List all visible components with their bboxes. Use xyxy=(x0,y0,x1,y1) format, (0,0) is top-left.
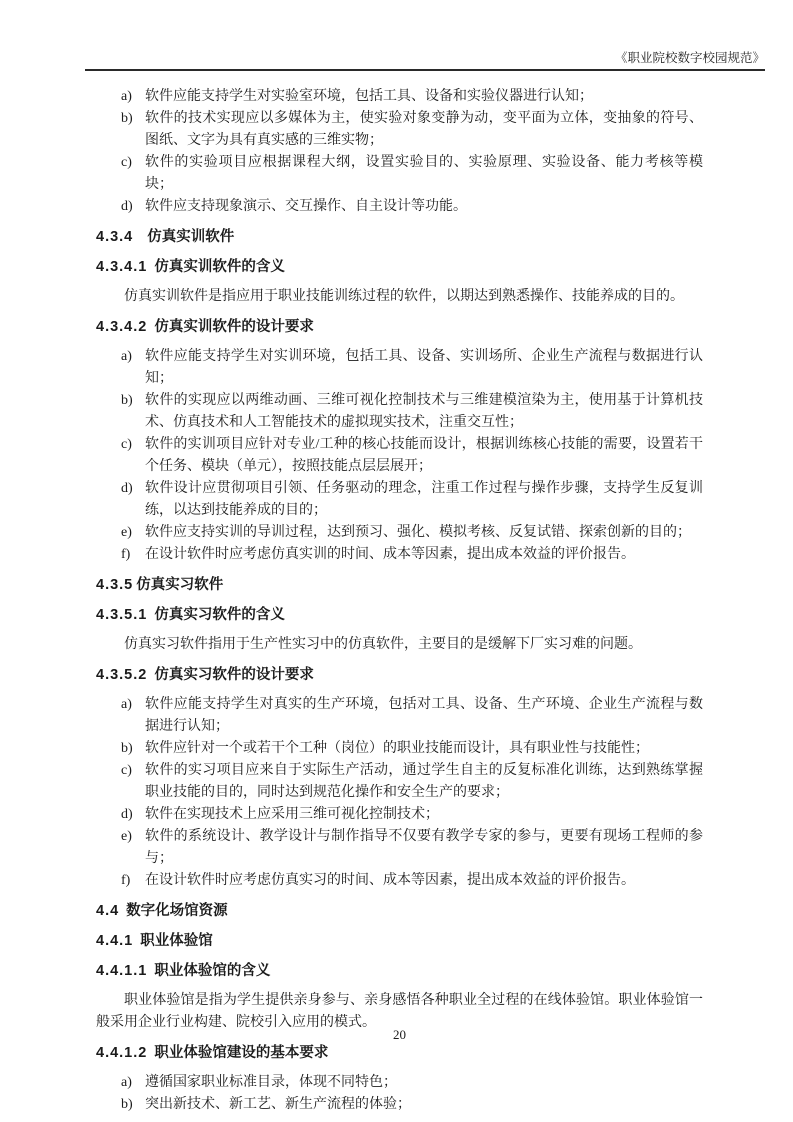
list-lab-software-requirements xyxy=(96,86,703,218)
list-item xyxy=(96,870,703,892)
list-marker: d) xyxy=(121,199,133,214)
list-item xyxy=(96,1072,703,1094)
list-marker: d) xyxy=(121,807,133,822)
list-item xyxy=(96,694,703,738)
list-item-text: 软件的技术实现应以多媒体为主，使实验对象变静为动，变平面为立体，变抽象的符号、图纸、文字为具有真实感的三维实物； xyxy=(145,111,703,148)
list-item-text: 软件的实验项目应根据课程大纲，设置实验目的、实验原理、实验设备、能力考核等模块； xyxy=(145,155,703,192)
heading-title: 仿真实训软件 xyxy=(147,229,235,245)
paragraph-4-3-4-1: 仿真实训软件是指应用于职业技能训练过程的软件，以期达到熟悉操作、技能养成的目的。 xyxy=(124,289,684,304)
list-internship-software-requirements xyxy=(96,694,703,892)
list-item-text: 软件应能支持学生对实训环境，包括工具、设备、实训场所、企业生产流程与数据进行认知； xyxy=(145,349,703,386)
list-marker: c) xyxy=(121,437,132,452)
heading-title: 职业体验馆建设的基本要求 xyxy=(154,1045,329,1061)
list-item-text: 软件应能支持学生对实验室环境，包括工具、设备和实验仪器进行认知； xyxy=(145,89,593,104)
list-item-text: 软件应能支持学生对真实的生产环境，包括对工具、设备、生产环境、企业生产流程与数据进行认知； xyxy=(145,697,703,734)
heading-number: 4.3.4 xyxy=(96,229,134,245)
heading-4-3-5-2 xyxy=(96,664,703,686)
list-experience-hall-requirements xyxy=(96,1072,703,1116)
list-item-text: 软件应针对一个或若干个工种（岗位）的职业技能而设计，具有职业性与技能性； xyxy=(145,741,649,756)
list-item xyxy=(96,544,703,566)
list-item xyxy=(96,196,703,218)
heading-number: 4.3.4.2 xyxy=(96,319,148,335)
list-marker: e) xyxy=(121,525,132,540)
heading-4-3-5 xyxy=(96,574,703,596)
list-marker: a) xyxy=(121,349,132,364)
list-item xyxy=(96,522,703,544)
heading-4-4 xyxy=(96,900,703,922)
list-item xyxy=(96,760,703,804)
list-item xyxy=(96,390,703,434)
heading-4-3-4-2 xyxy=(96,316,703,338)
list-item-text: 突出新技术、新工艺、新生产流程的体验； xyxy=(145,1097,411,1112)
heading-title: 仿真实训软件的含义 xyxy=(154,259,285,275)
heading-number: 4.3.5.1 xyxy=(96,607,148,623)
heading-number: 4.3.5 xyxy=(96,577,134,593)
heading-4-3-4 xyxy=(96,226,703,248)
list-marker: c) xyxy=(121,155,132,170)
heading-title: 仿真实训软件的设计要求 xyxy=(154,319,314,335)
heading-number: 4.4 xyxy=(96,903,120,919)
list-item-text: 软件的系统设计、教学设计与制作指导不仅要有教学专家的参与，更要有现场工程师的参与； xyxy=(145,829,703,866)
page-content xyxy=(96,86,703,1116)
list-marker: e) xyxy=(121,829,132,844)
heading-number: 4.4.1.2 xyxy=(96,1045,148,1061)
list-marker: a) xyxy=(121,89,132,104)
page-footer xyxy=(96,1026,703,1044)
paragraph-4-3-5-1: 仿真实习软件指用于生产性实习中的仿真软件，主要目的是缓解下厂实习难的问题。 xyxy=(124,637,642,652)
list-training-software-requirements xyxy=(96,346,703,566)
heading-number: 4.4.1.1 xyxy=(96,963,148,979)
heading-number: 4.3.4.1 xyxy=(96,259,148,275)
list-item-text: 软件在实现技术上应采用三维可视化控制技术； xyxy=(145,807,439,822)
list-item-text: 软件设计应贯彻项目引领、任务驱动的理念，注重工作过程与操作步骤，支持学生反复训练，以达到技能养成的目的； xyxy=(145,481,703,518)
list-item xyxy=(96,804,703,826)
list-item xyxy=(96,346,703,390)
list-marker: b) xyxy=(121,111,133,126)
heading-4-4-1 xyxy=(96,930,703,952)
heading-title: 仿真实习软件 xyxy=(136,577,224,593)
heading-title: 仿真实习软件的含义 xyxy=(154,607,285,623)
list-item xyxy=(96,826,703,870)
list-marker: a) xyxy=(121,697,132,712)
list-marker: b) xyxy=(121,741,133,756)
list-item-text: 软件应支持现象演示、交互操作、自主设计等功能。 xyxy=(145,199,467,214)
heading-number: 4.4.1 xyxy=(96,933,134,949)
list-item-text: 软件的实习项目应来自于实际生产活动，通过学生自主的反复标准化训练，达到熟练掌握职业技能的目的，同时达到规范化操作和安全生产的要求； xyxy=(145,763,703,800)
list-item xyxy=(96,738,703,760)
list-item-text: 软件的实训项目应针对专业/工种的核心技能而设计，根据训练核心技能的需要，设置若干个任务、模块（单元），按照技能点层层展开； xyxy=(145,437,703,474)
heading-title: 职业体验馆的含义 xyxy=(154,963,271,979)
list-item xyxy=(96,478,703,522)
list-item xyxy=(96,86,703,108)
list-item-text: 软件的实现应以两维动画、三维可视化控制技术与三维建模渲染为主，使用基于计算机技术、仿真技术和人工智能技术的虚拟现实技术，注重交互性； xyxy=(145,393,703,430)
heading-4-3-5-1 xyxy=(96,604,703,626)
list-item xyxy=(96,434,703,478)
page-number: 20 xyxy=(393,1027,406,1042)
list-item xyxy=(96,152,703,196)
heading-4-4-1-2 xyxy=(96,1042,703,1064)
heading-number: 4.3.5.2 xyxy=(96,667,148,683)
header-title: 《职业院校数字校园规范》 xyxy=(614,51,765,65)
list-item-text: 在设计软件时应考虑仿真实训的时间、成本等因素，提出成本效益的评价报告。 xyxy=(145,547,635,562)
heading-title: 数字化场馆资源 xyxy=(126,903,228,919)
list-item xyxy=(96,1094,703,1116)
heading-title: 职业体验馆 xyxy=(140,933,213,949)
list-item-text: 遵循国家职业标准目录，体现不同特色； xyxy=(145,1075,397,1090)
list-item-text: 软件应支持实训的导训过程，达到预习、强化、模拟考核、反复试错、探索创新的目的； xyxy=(145,525,691,540)
heading-4-4-1-1 xyxy=(96,960,703,982)
page-header xyxy=(85,50,765,71)
heading-4-3-4-1 xyxy=(96,256,703,278)
list-marker: b) xyxy=(121,1097,133,1112)
list-marker: c) xyxy=(121,763,132,778)
heading-title: 仿真实习软件的设计要求 xyxy=(154,667,314,683)
list-marker: b) xyxy=(121,393,133,408)
list-marker: f) xyxy=(121,547,131,562)
list-item xyxy=(96,108,703,152)
list-marker: a) xyxy=(121,1075,132,1090)
list-marker: f) xyxy=(121,873,131,888)
list-marker: d) xyxy=(121,481,133,496)
paragraph-4-4-1-1: 职业体验馆是指为学生提供亲身参与、亲身感悟各种职业全过程的在线体验馆。职业体验馆一般采用企业行业构建、院校引入应用的模式。 xyxy=(96,993,703,1030)
list-item-text: 在设计软件时应考虑仿真实习的时间、成本等因素，提出成本效益的评价报告。 xyxy=(145,873,635,888)
